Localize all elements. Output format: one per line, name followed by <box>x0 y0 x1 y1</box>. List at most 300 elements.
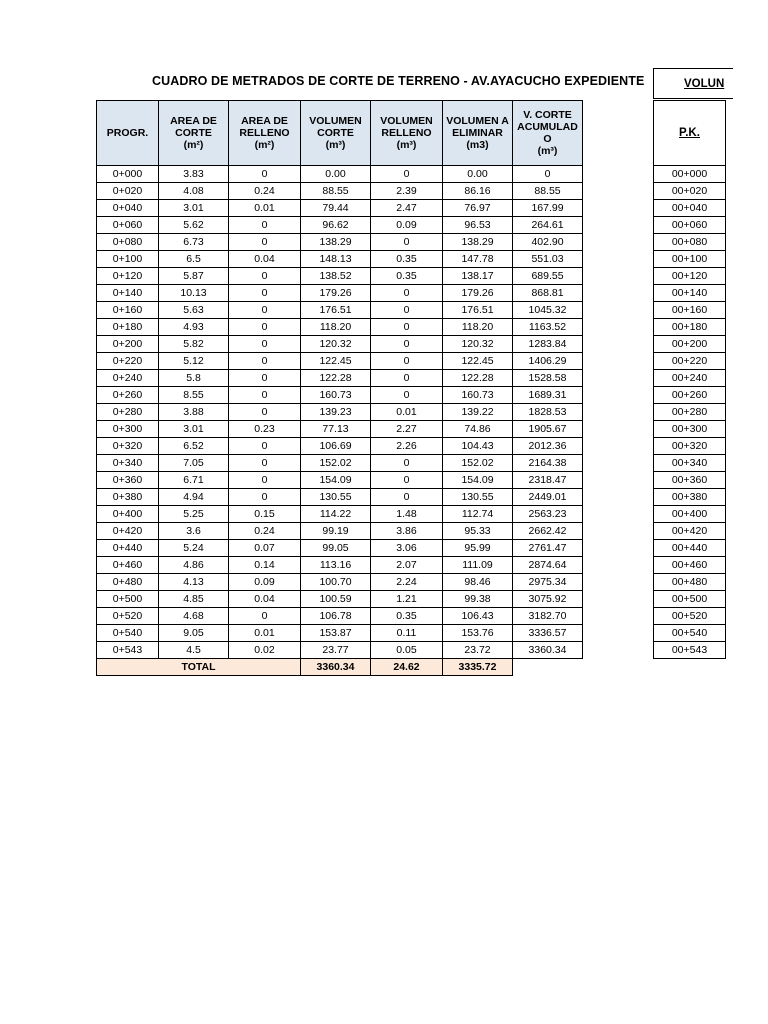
pk-row <box>654 642 726 659</box>
table-row <box>97 268 583 285</box>
cell-area-corte: 9.05 <box>159 625 229 642</box>
pk-row <box>654 506 726 523</box>
pk-row <box>654 523 726 540</box>
cell-area-relleno: 0 <box>229 404 301 421</box>
cell-progr: 0+020 <box>97 183 159 200</box>
side-table-title <box>653 68 733 99</box>
cell-volumen-relleno: 3.86 <box>371 523 443 540</box>
cell-area-corte: 4.5 <box>159 642 229 659</box>
pk-row <box>654 268 726 285</box>
cell-v-corte-acumulado: 2975.34 <box>513 574 583 591</box>
cell-volumen-relleno: 0 <box>371 302 443 319</box>
cell-area-relleno: 0 <box>229 336 301 353</box>
pk-row <box>654 574 726 591</box>
cell-area-corte: 6.71 <box>159 472 229 489</box>
cell-area-relleno: 0 <box>229 234 301 251</box>
table-row <box>97 387 583 404</box>
cell-volumen-eliminar: 95.99 <box>443 540 513 557</box>
table-body <box>97 166 583 659</box>
cell-progr: 0+080 <box>97 234 159 251</box>
cell-volumen-relleno: 0.35 <box>371 268 443 285</box>
cell-pk: 00+500 <box>654 591 726 608</box>
table-row <box>97 574 583 591</box>
cell-v-corte-acumulado: 2874.64 <box>513 557 583 574</box>
cell-volumen-eliminar: 23.72 <box>443 642 513 659</box>
cell-volumen-eliminar: 0.00 <box>443 166 513 183</box>
cell-pk: 00+120 <box>654 268 726 285</box>
cell-volumen-relleno: 0.01 <box>371 404 443 421</box>
cell-volumen-relleno: 0.05 <box>371 642 443 659</box>
pk-row <box>654 336 726 353</box>
cell-volumen-eliminar: 76.97 <box>443 200 513 217</box>
table-row <box>97 404 583 421</box>
cell-v-corte-acumulado: 1045.32 <box>513 302 583 319</box>
cell-volumen-corte: 153.87 <box>301 625 371 642</box>
table-row <box>97 489 583 506</box>
cell-volumen-eliminar: 152.02 <box>443 455 513 472</box>
table-row <box>97 455 583 472</box>
cell-area-corte: 4.93 <box>159 319 229 336</box>
cell-v-corte-acumulado: 167.99 <box>513 200 583 217</box>
cell-volumen-eliminar: 98.46 <box>443 574 513 591</box>
cell-volumen-eliminar: 106.43 <box>443 608 513 625</box>
table-row <box>97 370 583 387</box>
cell-progr: 0+340 <box>97 455 159 472</box>
pk-row <box>654 557 726 574</box>
header-row <box>97 101 583 166</box>
cell-progr: 0+540 <box>97 625 159 642</box>
table-row <box>97 183 583 200</box>
cell-pk: 00+460 <box>654 557 726 574</box>
cell-v-corte-acumulado: 1905.67 <box>513 421 583 438</box>
cell-volumen-eliminar: 153.76 <box>443 625 513 642</box>
table-row <box>97 438 583 455</box>
header-volumen-eliminar: VOLUMEN A ELIMINAR (m3) <box>443 101 513 166</box>
cell-volumen-corte: 114.22 <box>301 506 371 523</box>
cell-v-corte-acumulado: 1689.31 <box>513 387 583 404</box>
cell-volumen-corte: 160.73 <box>301 387 371 404</box>
cell-area-relleno: 0 <box>229 608 301 625</box>
cell-volumen-corte: 176.51 <box>301 302 371 319</box>
cell-area-corte: 5.8 <box>159 370 229 387</box>
cell-area-corte: 3.01 <box>159 421 229 438</box>
cell-volumen-eliminar: 111.09 <box>443 557 513 574</box>
cell-progr: 0+140 <box>97 285 159 302</box>
cell-v-corte-acumulado: 689.55 <box>513 268 583 285</box>
cell-pk: 00+200 <box>654 336 726 353</box>
sheet-title: CUADRO DE METRADOS DE CORTE DE TERRENO - AV.AYACUCHO EXPEDIENTE <box>152 74 645 88</box>
pk-row <box>654 421 726 438</box>
cell-volumen-relleno: 0 <box>371 472 443 489</box>
cell-pk: 00+340 <box>654 455 726 472</box>
cell-volumen-eliminar: 179.26 <box>443 285 513 302</box>
cell-volumen-corte: 120.32 <box>301 336 371 353</box>
cell-volumen-relleno: 0 <box>371 166 443 183</box>
table-row <box>97 608 583 625</box>
table-row <box>97 540 583 557</box>
cell-volumen-corte: 138.29 <box>301 234 371 251</box>
cell-area-relleno: 0.24 <box>229 523 301 540</box>
cell-pk: 00+320 <box>654 438 726 455</box>
table-row <box>97 251 583 268</box>
cell-area-corte: 6.73 <box>159 234 229 251</box>
cell-pk: 00+420 <box>654 523 726 540</box>
cell-volumen-eliminar: 130.55 <box>443 489 513 506</box>
cell-area-corte: 5.62 <box>159 217 229 234</box>
cell-pk: 00+060 <box>654 217 726 234</box>
pk-row <box>654 251 726 268</box>
pk-row <box>654 217 726 234</box>
total-volumen-relleno: 24.62 <box>371 659 443 676</box>
table-row <box>97 506 583 523</box>
cell-area-relleno: 0.09 <box>229 574 301 591</box>
cell-volumen-relleno: 0 <box>371 489 443 506</box>
cell-volumen-relleno: 2.47 <box>371 200 443 217</box>
pk-row <box>654 370 726 387</box>
cell-volumen-corte: 130.55 <box>301 489 371 506</box>
cell-volumen-eliminar: 118.20 <box>443 319 513 336</box>
cell-progr: 0+420 <box>97 523 159 540</box>
cell-area-relleno: 0 <box>229 370 301 387</box>
pk-row <box>654 591 726 608</box>
cell-volumen-eliminar: 122.28 <box>443 370 513 387</box>
cell-volumen-relleno: 0.09 <box>371 217 443 234</box>
cell-pk: 00+480 <box>654 574 726 591</box>
cell-progr: 0+380 <box>97 489 159 506</box>
cell-volumen-corte: 122.45 <box>301 353 371 370</box>
cell-area-corte: 5.87 <box>159 268 229 285</box>
pk-row <box>654 319 726 336</box>
cell-volumen-eliminar: 139.22 <box>443 404 513 421</box>
cell-area-corte: 7.05 <box>159 455 229 472</box>
cell-pk: 00+520 <box>654 608 726 625</box>
cell-area-relleno: 0.23 <box>229 421 301 438</box>
cell-area-relleno: 0.24 <box>229 183 301 200</box>
cell-volumen-eliminar: 96.53 <box>443 217 513 234</box>
cell-volumen-corte: 88.55 <box>301 183 371 200</box>
cell-progr: 0+520 <box>97 608 159 625</box>
cell-v-corte-acumulado: 1828.53 <box>513 404 583 421</box>
cell-v-corte-acumulado: 0 <box>513 166 583 183</box>
cell-volumen-relleno: 0 <box>371 319 443 336</box>
cell-volumen-corte: 118.20 <box>301 319 371 336</box>
cell-volumen-relleno: 3.06 <box>371 540 443 557</box>
metrados-table <box>96 100 583 676</box>
cell-area-relleno: 0.01 <box>229 200 301 217</box>
cell-area-corte: 5.63 <box>159 302 229 319</box>
cell-area-relleno: 0 <box>229 268 301 285</box>
cell-area-corte: 4.68 <box>159 608 229 625</box>
cell-area-relleno: 0.04 <box>229 591 301 608</box>
cell-v-corte-acumulado: 2012.36 <box>513 438 583 455</box>
cell-area-relleno: 0.01 <box>229 625 301 642</box>
cell-area-corte: 3.88 <box>159 404 229 421</box>
cell-volumen-relleno: 2.39 <box>371 183 443 200</box>
pk-row <box>654 489 726 506</box>
pk-row <box>654 540 726 557</box>
cell-v-corte-acumulado: 3360.34 <box>513 642 583 659</box>
cell-area-corte: 8.55 <box>159 387 229 404</box>
cell-progr: 0+460 <box>97 557 159 574</box>
table-row <box>97 557 583 574</box>
cell-area-corte: 5.25 <box>159 506 229 523</box>
cell-area-corte: 5.82 <box>159 336 229 353</box>
cell-progr: 0+400 <box>97 506 159 523</box>
cell-volumen-relleno: 1.48 <box>371 506 443 523</box>
cell-area-relleno: 0 <box>229 319 301 336</box>
cell-volumen-corte: 23.77 <box>301 642 371 659</box>
cell-area-corte: 4.08 <box>159 183 229 200</box>
cell-pk: 00+300 <box>654 421 726 438</box>
cell-volumen-eliminar: 74.86 <box>443 421 513 438</box>
cell-volumen-corte: 148.13 <box>301 251 371 268</box>
cell-volumen-eliminar: 112.74 <box>443 506 513 523</box>
table-row <box>97 336 583 353</box>
cell-area-corte: 3.6 <box>159 523 229 540</box>
cell-progr: 0+120 <box>97 268 159 285</box>
cell-pk: 00+100 <box>654 251 726 268</box>
side-title-text: VOLUN <box>684 78 725 90</box>
cell-progr: 0+280 <box>97 404 159 421</box>
cell-pk: 00+040 <box>654 200 726 217</box>
cell-area-relleno: 0 <box>229 285 301 302</box>
cell-area-relleno: 0 <box>229 489 301 506</box>
cell-pk: 00+440 <box>654 540 726 557</box>
header-volumen-relleno: VOLUMEN RELLENO (m³) <box>371 101 443 166</box>
cell-progr: 0+040 <box>97 200 159 217</box>
cell-area-relleno: 0.02 <box>229 642 301 659</box>
cell-v-corte-acumulado: 88.55 <box>513 183 583 200</box>
cell-area-corte: 3.83 <box>159 166 229 183</box>
table-row <box>97 523 583 540</box>
cell-pk: 00+280 <box>654 404 726 421</box>
cell-v-corte-acumulado: 264.61 <box>513 217 583 234</box>
cell-area-relleno: 0 <box>229 217 301 234</box>
cell-volumen-relleno: 2.24 <box>371 574 443 591</box>
cell-volumen-relleno: 2.27 <box>371 421 443 438</box>
table-row <box>97 625 583 642</box>
cell-progr: 0+000 <box>97 166 159 183</box>
pk-row <box>654 404 726 421</box>
cell-v-corte-acumulado: 1406.29 <box>513 353 583 370</box>
cell-volumen-eliminar: 99.38 <box>443 591 513 608</box>
cell-area-relleno: 0.15 <box>229 506 301 523</box>
table-row <box>97 166 583 183</box>
cell-progr: 0+180 <box>97 319 159 336</box>
cell-progr: 0+060 <box>97 217 159 234</box>
table-row <box>97 285 583 302</box>
cell-area-relleno: 0 <box>229 455 301 472</box>
header-v-corte-acumulado: V. CORTE ACUMULAD O (m³) <box>513 101 583 166</box>
pk-row <box>654 234 726 251</box>
cell-pk: 00+540 <box>654 625 726 642</box>
cell-progr: 0+300 <box>97 421 159 438</box>
cell-pk: 00+360 <box>654 472 726 489</box>
pk-row <box>654 166 726 183</box>
cell-volumen-relleno: 0 <box>371 234 443 251</box>
cell-volumen-corte: 106.69 <box>301 438 371 455</box>
cell-v-corte-acumulado: 868.81 <box>513 285 583 302</box>
cell-progr: 0+480 <box>97 574 159 591</box>
cell-volumen-eliminar: 122.45 <box>443 353 513 370</box>
header-volumen-corte: VOLUMEN CORTE (m³) <box>301 101 371 166</box>
cell-pk: 00+020 <box>654 183 726 200</box>
cell-progr: 0+160 <box>97 302 159 319</box>
cell-area-corte: 4.13 <box>159 574 229 591</box>
cell-volumen-corte: 139.23 <box>301 404 371 421</box>
pk-row <box>654 625 726 642</box>
pk-row <box>654 387 726 404</box>
pk-table <box>653 100 726 659</box>
cell-volumen-corte: 152.02 <box>301 455 371 472</box>
cell-area-relleno: 0 <box>229 302 301 319</box>
cell-v-corte-acumulado: 2449.01 <box>513 489 583 506</box>
cell-volumen-corte: 106.78 <box>301 608 371 625</box>
cell-volumen-eliminar: 120.32 <box>443 336 513 353</box>
pk-row <box>654 285 726 302</box>
cell-pk: 00+000 <box>654 166 726 183</box>
cell-volumen-relleno: 0.11 <box>371 625 443 642</box>
cell-volumen-corte: 113.16 <box>301 557 371 574</box>
cell-v-corte-acumulado: 3336.57 <box>513 625 583 642</box>
cell-v-corte-acumulado: 1528.58 <box>513 370 583 387</box>
cell-volumen-eliminar: 154.09 <box>443 472 513 489</box>
table-row <box>97 353 583 370</box>
pk-row <box>654 455 726 472</box>
pk-row <box>654 200 726 217</box>
cell-volumen-corte: 99.19 <box>301 523 371 540</box>
cell-v-corte-acumulado: 402.90 <box>513 234 583 251</box>
table-row <box>97 217 583 234</box>
cell-v-corte-acumulado: 1163.52 <box>513 319 583 336</box>
total-volumen-corte: 3360.34 <box>301 659 371 676</box>
cell-volumen-relleno: 2.07 <box>371 557 443 574</box>
pk-header-row <box>654 101 726 166</box>
cell-v-corte-acumulado: 1283.84 <box>513 336 583 353</box>
cell-volumen-corte: 100.59 <box>301 591 371 608</box>
cell-volumen-corte: 96.62 <box>301 217 371 234</box>
cell-volumen-corte: 179.26 <box>301 285 371 302</box>
cell-progr: 0+260 <box>97 387 159 404</box>
cell-volumen-eliminar: 138.17 <box>443 268 513 285</box>
cell-volumen-corte: 122.28 <box>301 370 371 387</box>
cell-area-corte: 4.94 <box>159 489 229 506</box>
cell-volumen-eliminar: 138.29 <box>443 234 513 251</box>
total-row <box>97 659 583 676</box>
cell-v-corte-acumulado: 2761.47 <box>513 540 583 557</box>
table-row <box>97 200 583 217</box>
cell-volumen-eliminar: 147.78 <box>443 251 513 268</box>
cell-pk: 00+260 <box>654 387 726 404</box>
cell-pk: 00+220 <box>654 353 726 370</box>
pk-table-body <box>654 166 726 659</box>
cell-volumen-corte: 154.09 <box>301 472 371 489</box>
table-row <box>97 421 583 438</box>
cell-progr: 0+200 <box>97 336 159 353</box>
cell-progr: 0+440 <box>97 540 159 557</box>
cell-pk: 00+380 <box>654 489 726 506</box>
cell-pk: 00+160 <box>654 302 726 319</box>
cell-volumen-corte: 99.05 <box>301 540 371 557</box>
cell-progr: 0+500 <box>97 591 159 608</box>
cell-progr: 0+220 <box>97 353 159 370</box>
cell-area-corte: 6.52 <box>159 438 229 455</box>
cell-pk: 00+543 <box>654 642 726 659</box>
cell-volumen-corte: 77.13 <box>301 421 371 438</box>
cell-v-corte-acumulado: 3182.70 <box>513 608 583 625</box>
cell-pk: 00+080 <box>654 234 726 251</box>
cell-progr: 0+360 <box>97 472 159 489</box>
pk-row <box>654 353 726 370</box>
table-row <box>97 302 583 319</box>
table-row <box>97 642 583 659</box>
header-progr: PROGR. <box>97 101 159 166</box>
cell-volumen-eliminar: 176.51 <box>443 302 513 319</box>
cell-area-corte: 3.01 <box>159 200 229 217</box>
cell-v-corte-acumulado: 3075.92 <box>513 591 583 608</box>
cell-volumen-relleno: 0.35 <box>371 608 443 625</box>
pk-header: P.K. <box>654 101 726 166</box>
cell-pk: 00+140 <box>654 285 726 302</box>
table-row <box>97 319 583 336</box>
cell-progr: 0+543 <box>97 642 159 659</box>
cell-area-relleno: 0 <box>229 472 301 489</box>
cell-area-relleno: 0 <box>229 387 301 404</box>
total-volumen-eliminar: 3335.72 <box>443 659 513 676</box>
cell-area-relleno: 0 <box>229 166 301 183</box>
cell-volumen-eliminar: 86.16 <box>443 183 513 200</box>
cell-volumen-relleno: 0 <box>371 336 443 353</box>
cell-volumen-corte: 100.70 <box>301 574 371 591</box>
cell-area-corte: 6.5 <box>159 251 229 268</box>
cell-pk: 00+180 <box>654 319 726 336</box>
cell-area-corte: 5.12 <box>159 353 229 370</box>
cell-v-corte-acumulado: 2164.38 <box>513 455 583 472</box>
cell-area-corte: 10.13 <box>159 285 229 302</box>
pk-row <box>654 608 726 625</box>
cell-v-corte-acumulado: 2662.42 <box>513 523 583 540</box>
cell-volumen-relleno: 0.35 <box>371 251 443 268</box>
cell-progr: 0+100 <box>97 251 159 268</box>
table-row <box>97 234 583 251</box>
cell-volumen-relleno: 0 <box>371 455 443 472</box>
cell-area-corte: 5.24 <box>159 540 229 557</box>
cell-v-corte-acumulado: 2318.47 <box>513 472 583 489</box>
pk-row <box>654 302 726 319</box>
table-row <box>97 472 583 489</box>
cell-area-relleno: 0 <box>229 353 301 370</box>
cell-v-corte-acumulado: 551.03 <box>513 251 583 268</box>
cell-volumen-eliminar: 160.73 <box>443 387 513 404</box>
cell-pk: 00+400 <box>654 506 726 523</box>
cell-volumen-corte: 79.44 <box>301 200 371 217</box>
cell-volumen-eliminar: 95.33 <box>443 523 513 540</box>
cell-area-relleno: 0.04 <box>229 251 301 268</box>
cell-area-relleno: 0 <box>229 438 301 455</box>
cell-progr: 0+240 <box>97 370 159 387</box>
cell-area-relleno: 0.14 <box>229 557 301 574</box>
cell-pk: 00+240 <box>654 370 726 387</box>
pk-row <box>654 438 726 455</box>
cell-v-corte-acumulado: 2563.23 <box>513 506 583 523</box>
pk-row <box>654 472 726 489</box>
header-area-corte: AREA DE CORTE (m²) <box>159 101 229 166</box>
total-label: TOTAL <box>97 659 301 676</box>
cell-volumen-relleno: 2.26 <box>371 438 443 455</box>
cell-area-corte: 4.85 <box>159 591 229 608</box>
header-area-relleno: AREA DE RELLENO (m²) <box>229 101 301 166</box>
table-row <box>97 591 583 608</box>
